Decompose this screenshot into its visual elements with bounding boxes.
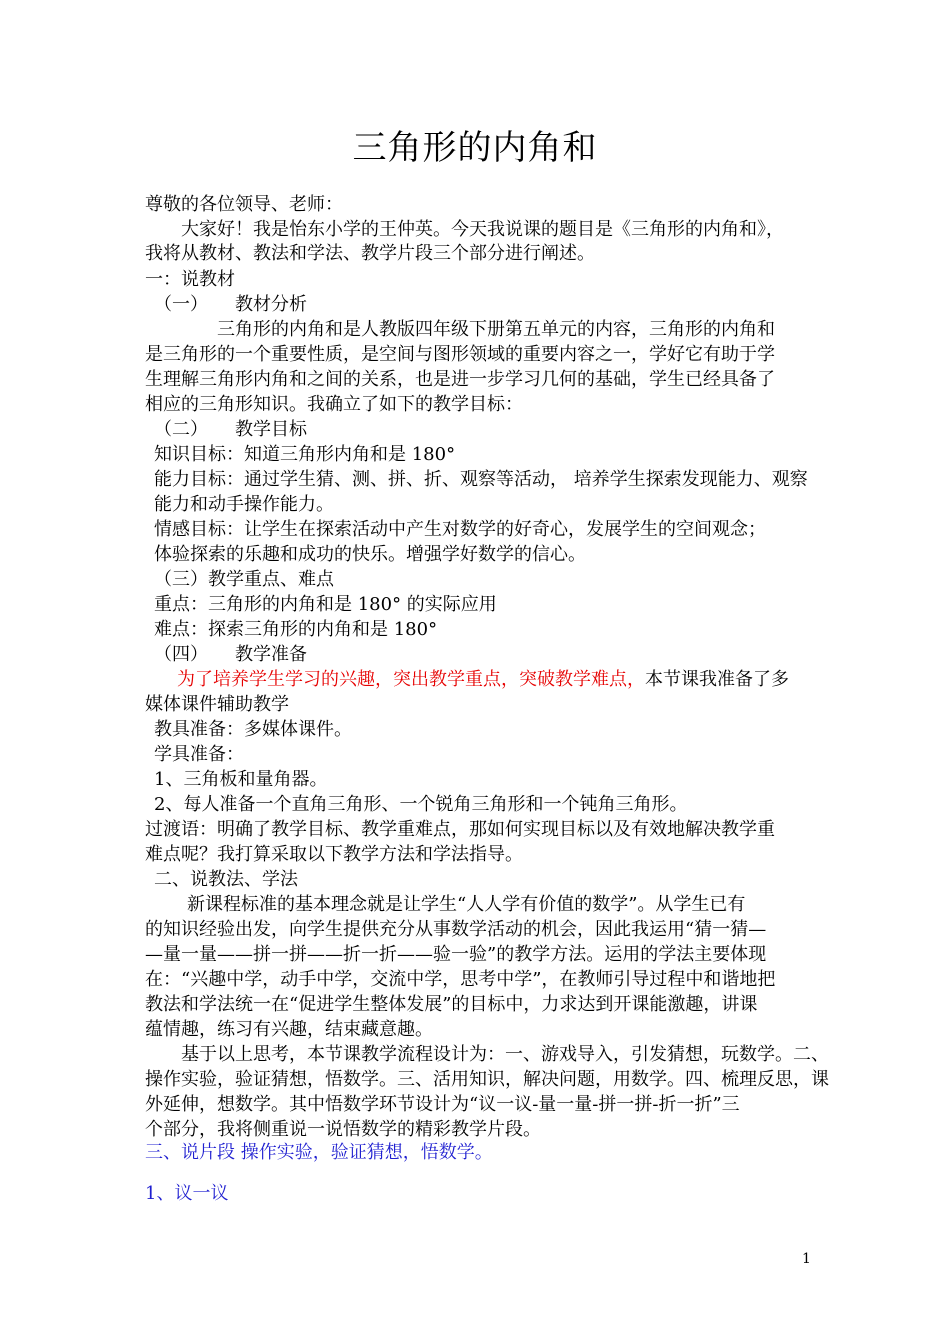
highlighted-text: 为了培养学生学习的兴趣，突出教学重点，突破教学难点， (177, 669, 645, 690)
paragraph-line: 新课程标准的基本理念就是让学生“人人学有价值的数学”。从学生已有 (187, 894, 746, 915)
paragraph-line: 三角形的内角和是人教版四年级下册第五单元的内容，三角形的内角和 (217, 319, 775, 340)
subheading-teaching-goals: （二） 教学目标 (154, 419, 307, 440)
page-title: 三角形的内角和 (352, 128, 598, 168)
teaching-tools: 教具准备：多媒体课件。 (154, 719, 352, 740)
page-number: 1 (802, 1251, 811, 1267)
subheading-preparation: （四） 教学准备 (154, 644, 307, 665)
paragraph-line: 个部分，我将侧重说一说悟数学的精彩教学片段。 (145, 1119, 541, 1140)
plain-text: 本节课我准备了多 (645, 669, 789, 690)
knowledge-goal: 知识目标：知道三角形内角和是 180° (154, 444, 456, 465)
paragraph-line: 在：“兴趣中学，动手中学，交流中学，思考中学”，在教师引导过程中和谐地把 (145, 969, 776, 990)
paragraph-line: 外延伸，想数学。其中悟数学环节设计为“议一议-量一量-拼一拼-折一折”三 (145, 1094, 740, 1115)
student-tool-item: 2、每人准备一个直角三角形、一个锐角三角形和一个钝角三角形。 (154, 794, 688, 815)
subheading-key-points: （三）教学重点、难点 (154, 569, 334, 590)
paragraph-line: 操作实验，验证猜想，悟数学。三、活用知识，解决问题，用数学。四、梳理反思，课 (145, 1069, 829, 1090)
section-heading-3: 三、说片段 操作实验，验证猜想，悟数学。 (145, 1142, 493, 1163)
ability-goal-line: 能力目标：通过学生猜、测、拼、折、观察等活动， 培养学生探索发现能力、观察 (154, 469, 808, 490)
greeting: 尊敬的各位领导、老师： (145, 194, 343, 215)
student-tool-item: 1、三角板和量角器。 (154, 769, 328, 790)
emotion-goal-line: 情感目标：让学生在探索活动中产生对数学的好奇心，发展学生的空间观念； (154, 519, 766, 540)
subsection-heading: 1、议一议 (145, 1183, 229, 1204)
paragraph-line: 是三角形的一个重要性质，是空间与图形领域的重要内容之一，学好它有助于学 (145, 344, 775, 365)
section-heading-2: 二、说教法、学法 (154, 869, 298, 890)
student-tools: 学具准备： (154, 744, 244, 765)
paragraph-line: 基于以上思考，本节课教学流程设计为：一、游戏导入，引发猜想，玩数学。二、 (181, 1044, 829, 1065)
emotion-goal-line: 体验探索的乐趣和成功的快乐。增强学好数学的信心。 (154, 544, 586, 565)
intro-line-2: 我将从教材、教法和学法、教学片段三个部分进行阐述。 (145, 243, 595, 264)
section-heading-1: 一：说教材 (145, 269, 235, 290)
preparation-line (177, 668, 789, 692)
ability-goal-line: 能力和动手操作能力。 (154, 494, 334, 515)
transition-line: 难点呢？我打算采取以下教学方法和学法指导。 (145, 844, 523, 865)
preparation-line-2: 媒体课件辅助教学 (145, 694, 289, 715)
paragraph-line: —量一量——拼一拼——折一折——验一验”的教学方法。运用的学法主要体现 (145, 944, 767, 965)
subheading-material-analysis: （一） 教材分析 (154, 294, 307, 315)
intro-line-1: 大家好！我是怡东小学的王仲英。今天我说课的题目是《三角形的内角和》， (181, 219, 784, 240)
paragraph-line: 的知识经验出发，向学生提供充分从事数学活动的机会，因此我运用“猜一猜— (145, 919, 767, 940)
paragraph-line: 教法和学法统一在“促进学生整体发展”的目标中，力求达到开课能激趣，讲课 (145, 994, 758, 1015)
transition-line: 过渡语：明确了教学目标、教学重难点，那如何实现目标以及有效地解决教学重 (145, 819, 775, 840)
paragraph-line: 相应的三角形知识。我确立了如下的教学目标： (145, 394, 523, 415)
paragraph-line: 蕴情趣，练习有兴趣，结束藏意趣。 (145, 1019, 433, 1040)
key-point: 重点：三角形的内角和是 180° 的实际应用 (154, 594, 497, 615)
difficult-point: 难点：探索三角形的内角和是 180° (154, 619, 438, 640)
paragraph-line: 生理解三角形内角和之间的关系，也是进一步学习几何的基础，学生已经具备了 (145, 369, 775, 390)
